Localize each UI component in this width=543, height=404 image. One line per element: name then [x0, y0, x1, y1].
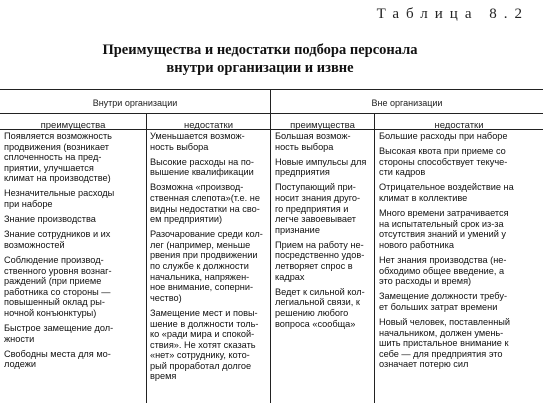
cell-text-line: Отрицательное воздействие на — [379, 182, 514, 193]
subheader-outside-advantages: преимущества — [290, 120, 355, 131]
table-cell-item — [275, 157, 372, 178]
title-line-2: внутри организации и извне — [166, 60, 354, 76]
cell-text-line: Новый человек, поставленный — [379, 316, 511, 327]
cell-text-line: рвения при продвижении — [150, 250, 258, 261]
cell-text-line: раждений (при приеме — [4, 276, 102, 287]
table-cell-item — [379, 208, 541, 250]
cell-text-line: Новые импульсы для — [275, 156, 367, 167]
cell-text-line: лодежи — [4, 359, 37, 370]
cell-text-line: повышенный оклад ры- — [4, 297, 105, 308]
table-cell-item — [150, 229, 268, 303]
group-header-inside: Внутри организации — [92, 98, 178, 108]
cell-text-line: начальника, напряжен- — [150, 271, 250, 282]
cell-text-line: нового работника — [379, 239, 455, 250]
group-header-rule — [0, 113, 543, 114]
table-cell-item — [150, 157, 268, 178]
cell-text-line: обходимо общее введение, а — [379, 265, 505, 276]
cell-text-line: на испытательный срок из-за — [379, 218, 504, 229]
cell-text-line: начальником, должен умень- — [379, 327, 504, 338]
table-cell-item — [275, 240, 372, 282]
cell-text-line: ственного уровня вознаг- — [4, 265, 112, 276]
title-line-1: Преимущества и недостатки подбора персонала — [102, 42, 418, 58]
column-inside-disadvantages — [150, 131, 268, 387]
cell-text-line: Свободны места для мо- — [4, 348, 111, 359]
cell-text-line: вышение квалификации — [150, 167, 254, 178]
cell-text-line: ночной конъюнктуры) — [4, 307, 97, 318]
cell-text-line: означает потерю сил — [379, 359, 469, 370]
cell-text-line: ное внимание, соперни- — [150, 282, 254, 293]
cell-text-line: климат на производстве) — [4, 173, 111, 184]
cell-text-line: лег (например, меньше — [150, 239, 251, 250]
cell-text-line: это расходы и время) — [379, 276, 472, 287]
cell-text-line: носит знания друго- — [275, 192, 361, 203]
cell-text-line: Незначительные расходы — [4, 188, 115, 199]
cell-text-line: ем предприятии) — [150, 214, 223, 225]
cell-text-line: сти кадров — [379, 167, 426, 178]
cell-text-line: сплоченность на пред- — [4, 152, 102, 163]
cell-text-line: ет больших затрат времени — [379, 301, 498, 312]
table-number: Таблица 8.2 — [376, 6, 529, 22]
cell-text-line: Замещение должности требу- — [379, 291, 508, 302]
table-cell-item — [275, 182, 372, 235]
cell-text-line: чество) — [150, 292, 182, 303]
cell-text-line: жности — [4, 333, 35, 344]
table-cell-item — [4, 188, 144, 209]
cell-text-line: ственная слепота»(т.е. не — [150, 192, 260, 203]
cell-text-line: Соблюдение производ- — [4, 254, 104, 265]
cell-text-line: по службе к должности — [150, 261, 249, 272]
table-cell-item — [379, 317, 541, 370]
cell-text-line: вопроса «сообща» — [275, 318, 356, 329]
cell-text-line: приятии, улучшается — [4, 162, 94, 173]
table-cell-item — [275, 287, 372, 329]
cell-text-line: продвижения (возникает — [4, 141, 109, 152]
cell-text-line: Возможна «производ- — [150, 182, 244, 193]
cell-text-line: отсутствия знаний и умений у — [379, 229, 507, 240]
table-cell-item — [150, 182, 268, 224]
table-cell-item — [150, 308, 268, 382]
cell-text-line: решению любого — [275, 307, 349, 318]
cell-text-line: шение в должности толь- — [150, 318, 259, 329]
table-title — [40, 41, 480, 77]
table-cell-item — [379, 291, 541, 312]
cell-text-line: Быстрое замещение дол- — [4, 323, 114, 333]
cell-text-line: работника со стороны — — [4, 286, 111, 297]
column-outside-disadvantages — [379, 131, 541, 374]
cell-text-line: кадрах — [275, 271, 305, 282]
table-cell-item — [4, 131, 144, 184]
table-cell-item — [379, 146, 541, 178]
subheader-inside-disadvantages: недостатки — [183, 120, 234, 131]
cell-text-line: Знание сотрудников и их — [4, 229, 111, 240]
table-cell-item — [4, 349, 144, 370]
cell-text-line: ствия». Не хотят сказать — [150, 339, 256, 350]
group-divider — [270, 89, 271, 403]
cell-text-line: Разочарование среди кол- — [150, 229, 263, 240]
cell-text-line: признание — [275, 224, 320, 235]
cell-text-line: легиальной связи, к — [275, 297, 360, 308]
subheader-inside-advantages: преимущества — [40, 120, 106, 131]
table-cell-item — [4, 255, 144, 319]
column-divider-1 — [146, 113, 147, 403]
subheader-outside-disadvantages: недостатки — [434, 120, 484, 131]
cell-text-line: Высокие расходы на по- — [150, 156, 254, 167]
group-header-outside: Вне организации — [371, 98, 443, 108]
column-divider-3 — [374, 113, 375, 403]
cell-text-line: Уменьшается возмож- — [150, 131, 245, 141]
table-cell-item — [379, 182, 541, 203]
cell-text-line: ность выбора — [150, 141, 209, 152]
cell-text-line: посредственно удов- — [275, 250, 365, 261]
table-cell-item — [275, 131, 372, 152]
table-cell-item — [379, 131, 541, 142]
table-top-rule — [0, 89, 543, 90]
cell-text-line: Высокая квота при приеме со — [379, 146, 506, 157]
cell-text-line: Прием на работу не- — [275, 239, 364, 250]
cell-text-line: ко «ради мира и спокой- — [150, 329, 255, 340]
table-cell-item — [4, 214, 144, 225]
cell-text-line: время — [150, 371, 177, 382]
cell-text-line: при наборе — [4, 199, 53, 210]
cell-text-line: Ведет к сильной кол- — [275, 286, 365, 297]
cell-text-line: Большая возмож- — [275, 131, 351, 141]
cell-text-line: Появляется возможность — [4, 131, 112, 141]
table-cell-item — [4, 229, 144, 250]
cell-text-line: предприятия — [275, 167, 330, 178]
cell-text-line: Нет знания производства (не- — [379, 254, 507, 265]
cell-text-line: возможностей — [4, 239, 65, 250]
cell-text-line: видны недостатки на сво- — [150, 203, 260, 214]
comparison-table — [0, 89, 543, 403]
cell-text-line: Много времени затрачивается — [379, 208, 509, 219]
cell-text-line: Знание производства — [4, 214, 96, 225]
table-cell-item — [150, 131, 268, 152]
cell-text-line: ность выбора — [275, 141, 334, 152]
cell-text-line: рый проработал долгое — [150, 360, 252, 371]
table-cell-item — [4, 323, 144, 344]
cell-text-line: легче завоевывает — [275, 214, 356, 225]
cell-text-line: себе — для предприятия это — [379, 348, 503, 359]
column-inside-advantages — [4, 131, 144, 374]
cell-text-line: климат в коллективе — [379, 192, 468, 203]
cell-text-line: шить пристальное внимание к — [379, 338, 509, 349]
cell-text-line: Поступающий при- — [275, 182, 356, 193]
cell-text-line: Большие расходы при наборе — [379, 131, 508, 141]
cell-text-line: стороны способствует текуче- — [379, 156, 508, 167]
column-outside-advantages — [275, 131, 372, 334]
cell-text-line: летворяет спрос в — [275, 261, 353, 272]
cell-text-line: го предприятия и — [275, 203, 349, 214]
table-cell-item — [379, 255, 541, 287]
cell-text-line: Замещение мест и повы- — [150, 307, 258, 318]
cell-text-line: «нет» сотруднику, кото- — [150, 350, 250, 361]
